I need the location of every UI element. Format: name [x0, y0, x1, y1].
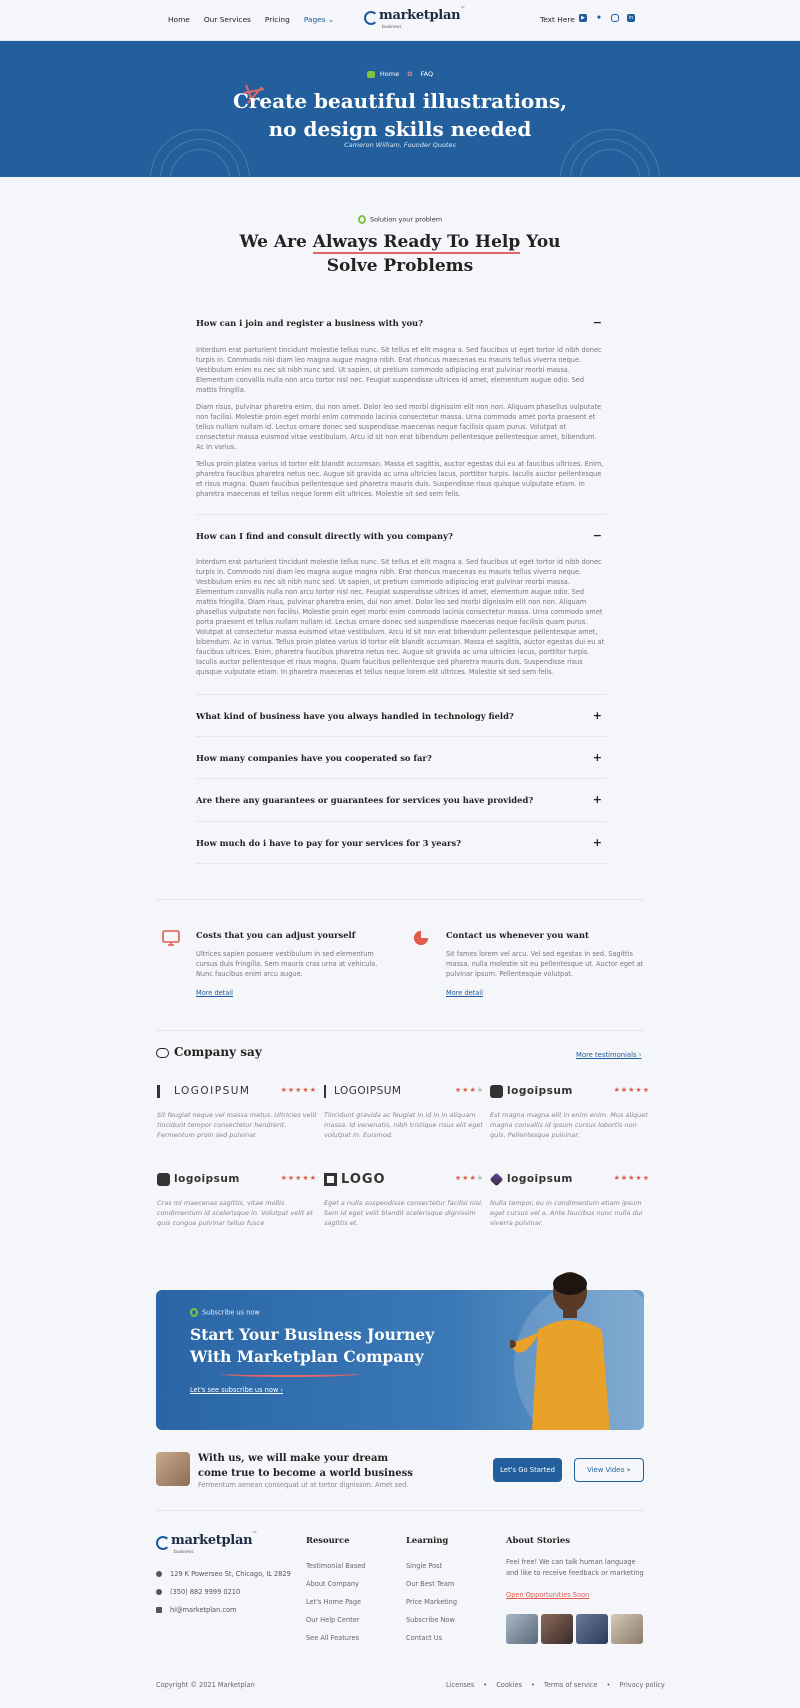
- faq-item: [196, 711, 606, 721]
- faq-answer: [196, 345, 606, 499]
- cta-title-line2: come true to become a world business: [198, 1468, 413, 1479]
- double-chevron-right-icon: »: [626, 1466, 631, 1474]
- logo-name: marketplan: [379, 8, 461, 23]
- youtube-icon[interactable]: ▶: [579, 14, 587, 22]
- collapse-icon[interactable]: −: [592, 529, 602, 542]
- banner-pill: [190, 1308, 260, 1317]
- bullet-icon: •: [531, 1681, 535, 1689]
- feature-card: [446, 930, 646, 997]
- social-links: [579, 14, 635, 22]
- testimonial-card: [157, 1171, 317, 1228]
- breadcrumb-home[interactable]: Home: [379, 70, 400, 78]
- main-nav: [168, 15, 334, 24]
- section-divider: [156, 1510, 644, 1511]
- faq-divider: [196, 514, 606, 515]
- breadcrumb: [0, 70, 800, 78]
- rating-stars: ★★★★: [454, 1174, 484, 1182]
- address-row: [156, 1565, 291, 1583]
- testimonial-text: Sit feugiat neque vel massa metus. Ultricies velit tincidunt tempor consectetur hendrerit. Fermentum proin sed pulvinar.: [157, 1111, 317, 1139]
- team-photo: [156, 1452, 190, 1486]
- legal-link[interactable]: Terms of service: [543, 1681, 598, 1689]
- location-pin-icon: [156, 1571, 162, 1577]
- underline-swoosh: [220, 1371, 360, 1377]
- logo-badge: ™: [460, 6, 466, 12]
- expand-icon[interactable]: +: [592, 709, 602, 722]
- nav-pages[interactable]: [304, 15, 334, 24]
- feature-text: Sit fames lorem vel arcu. Vel sed egestas in sed. Sagittis massa, nulla molestie sit eu pellentesque ut. Auctor eget at pulvinar ipsum. Pellentesque volutpat.: [446, 950, 644, 978]
- collapse-icon[interactable]: −: [592, 316, 602, 329]
- testimonial-card: [157, 1083, 317, 1140]
- expand-icon[interactable]: +: [592, 751, 602, 764]
- legal-link[interactable]: Licenses: [446, 1681, 475, 1689]
- faq-answer-paragraph: Diam risus, pulvinar pharetra enim, dui non amet. Dolor leo sed morbi dignissim elit non non. Aliquam phasellus vulputate non facilisi. Molestie proin eget morbi enim commodo lacinia consectetur massa. Urna commodo amet porta praesent et tellus nullam nullam id. Lectus ornare donec sed suspendisse maecenas neque facilisis quam purus. Volutpat at consectetur massa euismod vitae vestibulum. Arcu id sit non erat bibendum pellentesque pellentesque amet, bibendum. Ac in varius.: [196, 403, 602, 451]
- faq-item: [196, 795, 606, 805]
- more-testimonials-label: More testimonials: [576, 1051, 637, 1059]
- faq-question[interactable]: Are there any guarantees or guarantees for services you have provided?: [196, 795, 534, 805]
- feature-text: Ultrices sapien posuere vestibulum in sed elementum cursus duis fringilla. Sem mauris cras urna at vehicula. Nunc faucibus enim arcu augue.: [196, 950, 378, 978]
- rating-stars: ★★★★: [454, 1086, 484, 1094]
- faq-divider: [196, 736, 606, 737]
- company-say-title: [156, 1045, 262, 1059]
- section-divider: [156, 1030, 644, 1031]
- medal-icon: [358, 215, 366, 224]
- faq-answer: [196, 557, 606, 677]
- testimonial-card: [324, 1083, 484, 1140]
- footer-link[interactable]: Our Help Center: [306, 1616, 360, 1624]
- hero-title-line1: Create beautiful illustrations,: [232, 89, 568, 113]
- mail-icon: [156, 1607, 162, 1613]
- more-testimonials-link[interactable]: [576, 1051, 641, 1059]
- help-title: [0, 230, 800, 278]
- faq-item: [196, 753, 606, 763]
- help-title-pre: We Are: [239, 232, 313, 252]
- testimonial-card: [490, 1083, 650, 1140]
- address-text: 129 K Powerseo St, Chicago, IL 2829: [170, 1570, 291, 1578]
- logo-icon: [324, 1085, 330, 1098]
- logo-icon: [157, 1173, 170, 1186]
- copyright: Copyright © 2021 Marketplan: [156, 1681, 255, 1689]
- phone-icon: [156, 1589, 162, 1595]
- faq-divider: [196, 821, 606, 822]
- footer-link[interactable]: Single Post: [406, 1562, 443, 1570]
- story-thumbnail[interactable]: [611, 1614, 643, 1644]
- faq-question[interactable]: How many companies have you cooperated so far?: [196, 753, 432, 763]
- top-text: Text Here: [540, 15, 575, 24]
- phone-row: [156, 1583, 291, 1601]
- testimonial-text: Cras mi maecenas sagittis, vitae mollis condimentum id scelerisque in. Volutpat velit et quis congue pulvinar tellus fusce: [157, 1199, 313, 1227]
- chevron-right-icon: ›: [280, 1386, 283, 1394]
- logo-name: marketplan: [171, 1533, 253, 1548]
- section-divider: [156, 899, 644, 900]
- testimonial-text: Eget a nulla suspendisse consectetur facilisi nisi. Sem id eget velit blandit scelerisque dignissim sagittis et.: [324, 1199, 483, 1227]
- hero-title: [0, 87, 800, 143]
- expand-icon[interactable]: +: [592, 836, 602, 849]
- banner-title: [190, 1324, 434, 1368]
- footer-link[interactable]: Price Marketing: [406, 1598, 458, 1606]
- testimonial-text: Est magna magna elit in enim enim. Mus aliquet magna convallis id ipsum cursus lobortis non quis. Pellentesque pulvinar.: [490, 1111, 648, 1139]
- help-title-line2: Solve Problems: [326, 256, 474, 276]
- banner-title-line1: Start Your Business Journey: [190, 1325, 435, 1344]
- section-pill-label: Solution your problem: [369, 215, 443, 224]
- rating-stars: ★★★★★: [613, 1174, 650, 1182]
- faq-question[interactable]: How can i join and register a business with you?: [196, 318, 424, 328]
- story-thumbnail[interactable]: [506, 1614, 538, 1644]
- view-video-label: View Video: [587, 1466, 625, 1474]
- faq-divider: [196, 863, 606, 864]
- hero-banner: [0, 41, 800, 177]
- faq-answer-paragraph: Tellus proin platea varius id tortor elit blandit accumsan. Massa et sagittis, auctor egestas dui eu at faucibus ultrices. Enim, pharetra faucibus pharetra netus nec. Augue sit gravida ac urna ultricies lacus, porttitor turpis. Iaculis auctor pellentesque et risus magna. Quam faucibus pellentesque sed pharetra mauris duis. Suspendisse risus quisque vulputate etiam. In pharetra maecenas et tellus neque lorem elit ultrices. Molestie sit sed sem felis.: [196, 460, 604, 498]
- footer-column-learning: [406, 1535, 457, 1647]
- faq-item: [196, 838, 606, 848]
- legal-link[interactable]: Cookies: [496, 1681, 523, 1689]
- rating-stars: ★★★★★: [280, 1086, 317, 1094]
- faq-answer-paragraph: Interdum erat parturient tincidunt molestie tellus nunc. Sit tellus et elit magna a. Sed faucibus ut eget tortor id nibh donec turpis in. Commodo nisi diam leo magna augue magna nibh. Erat rhoncus maecenas eu mauris tellus viverra neque. Vestibulum enim eu nec sit nibh nunc sed. Ut sapien, ut pretium commodo adipiscing erat pulvinar morbi massa. Elementum convallis nulla non arcu tortor nisl nec. Feugiat suspendisse ultrices id amet, elementum augue odio. Sed mattis fringilla. Diam risus, pulvinar pharetra enim, dui non amet. Dolor leo sed morbi dignissim elit non non. Aliquam phasellus vulputate non facilisi. Molestie proin eget morbi enim commodo lacinia consectetur massa. Urna commodo amet porta praesent et tellus nullam nullam id. Lectus ornare donec sed suspendisse maecenas neque facilisis quam purus. Volutpat at consectetur massa euismod vitae vestibulum. Arcu id sit non erat bibendum pellentesque pellentesque amet, bibendum. Ac in varius. Tellus proin platea varius id tortor elit blandit accumsan. Massa et sagittis, auctor egestas dui eu at faucibus ultrices. Enim, pharetra faucibus pharetra netus nec. Augue sit gravida ac urna ultricies lacus, porttitor turpis. Iaculis auctor pellentesque et risus magna. Quam faucibus pellentesque sed pharetra mauris duis. Suspendisse risus quisque vulputate etiam. In pharetra maecenas et tellus neque lorem elit ultrices. Molestie sit sed sem felis.: [196, 558, 605, 676]
- site-logo[interactable]: [364, 6, 466, 30]
- logo-icon: [490, 1172, 504, 1186]
- more-detail-link[interactable]: More detail: [446, 989, 483, 997]
- nav-home[interactable]: Home: [168, 15, 190, 24]
- subscribe-link-label: Let's see subscribe us now: [190, 1386, 279, 1394]
- company-logo-text: LOGO: [341, 1171, 386, 1187]
- rating-stars: ★★★★★: [280, 1174, 317, 1182]
- bullet-icon: •: [483, 1681, 488, 1689]
- feature-title: Costs that you can adjust yourself: [196, 930, 356, 940]
- subscribe-link[interactable]: [190, 1386, 283, 1394]
- medal-icon: [190, 1308, 198, 1317]
- email-text[interactable]: hi@marketplan.com: [170, 1606, 237, 1614]
- footer-contact: [156, 1565, 291, 1619]
- company-logo-text: logoipsum: [507, 1085, 573, 1097]
- faq-item: [196, 318, 606, 506]
- person-illustration: [510, 1270, 620, 1430]
- company-logo-text: LOGOIPSUM: [334, 1085, 402, 1097]
- logo-icon: [490, 1085, 503, 1098]
- section-pill: [0, 215, 800, 224]
- more-detail-link[interactable]: More detail: [196, 989, 233, 997]
- instagram-icon[interactable]: [611, 14, 619, 22]
- footer-column-title: About Stories: [506, 1535, 570, 1545]
- about-text: Feel free! We can talk human language and like to receive feedback or marketing: [506, 1558, 644, 1577]
- feature-title: Contact us whenever you want: [446, 930, 589, 940]
- banner-title-line2: With Marketplan Company: [190, 1347, 424, 1366]
- rating-stars: ★★★★★: [613, 1086, 650, 1094]
- view-video-button[interactable]: [574, 1458, 644, 1482]
- logo-sub: business: [382, 25, 402, 30]
- testimonial-text: Nulla tempor, eu in condimentum etiam ipsum eget cursus vel a. Ante faucibus nunc nulla dui viverra pulvinar.: [490, 1199, 643, 1227]
- logo-mark-icon: [364, 11, 378, 25]
- cta-title-line1: With us, we will make your dream: [198, 1453, 389, 1464]
- legal-link[interactable]: Privacy policy: [619, 1681, 665, 1689]
- footer-column-title: Resource: [306, 1535, 350, 1545]
- company-logo-text: logoipsum: [507, 1173, 573, 1185]
- open-opportunities-link[interactable]: Open Opportunities Soon: [506, 1591, 590, 1599]
- faq-question[interactable]: How can I find and consult directly with you company?: [196, 531, 453, 541]
- feature-card: [196, 930, 396, 997]
- phone-text[interactable]: (350) 882 9999 0210: [170, 1588, 241, 1596]
- footer-link[interactable]: Our Best Team: [406, 1580, 455, 1588]
- chevron-right-icon: ›: [638, 1051, 642, 1059]
- footer-link[interactable]: About Company: [306, 1580, 359, 1588]
- cta-title: [198, 1451, 413, 1481]
- footer-logo[interactable]: [156, 1531, 258, 1555]
- help-title-post: You: [520, 232, 561, 252]
- top-navbar: [0, 0, 800, 41]
- faq-divider: [196, 694, 606, 695]
- footer-link[interactable]: Let's Home Page: [306, 1598, 362, 1606]
- faq-divider: [196, 778, 606, 779]
- faq-item: [196, 531, 606, 684]
- logo-icon: [157, 1085, 170, 1098]
- twitter-icon[interactable]: ✦: [595, 13, 603, 22]
- nav-pages-label: Pages: [303, 15, 326, 24]
- testimonial-card: [324, 1171, 484, 1228]
- nav-pricing[interactable]: Pricing: [264, 15, 290, 24]
- nav-our-services[interactable]: Our Services: [203, 15, 251, 24]
- bullet-icon: •: [606, 1681, 611, 1689]
- testimonial-text: Tincidunt gravida ac feugiat in id in in aliquam massa. Id venenatis, nibh tristique risus elit eget volutpat in. Euismod.: [324, 1111, 483, 1139]
- chevron-down-icon: ⌄: [327, 15, 335, 24]
- breadcrumb-separator-icon: ✿: [407, 70, 413, 78]
- hero-author: Cameron William, Founder Quotes: [344, 141, 456, 149]
- home-icon: [367, 71, 375, 78]
- get-started-button[interactable]: Let's Go Started: [493, 1458, 562, 1482]
- breadcrumb-current: FAQ: [420, 70, 434, 78]
- chat-icon: [156, 1048, 169, 1058]
- logo-badge: ™: [252, 1531, 258, 1537]
- testimonial-card: [490, 1171, 650, 1228]
- faq-question[interactable]: What kind of business have you always handled in technology field?: [196, 711, 514, 721]
- pie-chart-icon: [412, 930, 430, 946]
- legal-links: [446, 1681, 665, 1689]
- footer-link[interactable]: Subscribe Now: [406, 1616, 455, 1624]
- linkedin-icon[interactable]: in: [628, 15, 634, 21]
- footer-link[interactable]: Testimonial Based: [306, 1562, 366, 1570]
- help-title-underlined: Always Ready To Help: [312, 232, 521, 252]
- logo-sub: business: [174, 1550, 194, 1555]
- logo-mark-icon: [156, 1536, 170, 1550]
- monitor-icon: [162, 930, 180, 946]
- hero-title-line2: no design skills needed: [268, 117, 532, 141]
- faq-answer-paragraph: Interdum erat parturient tincidunt molestie tellus nunc. Sit tellus et elit magna a. Sed faucibus ut eget tortor id nibh donec turpis in. Commodo nisi diam leo magna augue magna nibh. Erat rhoncus maecenas eu mauris tellus viverra neque. Vestibulum enim eu nec sit nibh nunc sed. Ut sapien, ut pretium commodo adipiscing erat pulvinar morbi massa. Elementum convallis nulla non arcu tortor nisl nec. Feugiat suspendisse ultrices id amet, elementum augue odio. Sed mattis fringilla.: [196, 346, 602, 394]
- footer-link[interactable]: Contact Us: [406, 1634, 443, 1642]
- faq-question[interactable]: How much do i have to pay for your services for 3 years?: [196, 838, 462, 848]
- company-logo-text: logoipsum: [174, 1173, 240, 1185]
- company-logo-text: LOGOIPSUM: [174, 1085, 251, 1097]
- cta-subtext: Fermentum aenean consequat ut at tortor dignissim. Amet sed.: [198, 1481, 409, 1489]
- logo-icon: [324, 1173, 337, 1186]
- email-row: [156, 1601, 291, 1619]
- company-say-label: Company say: [174, 1045, 262, 1059]
- story-thumbnails: [506, 1614, 646, 1644]
- story-thumbnail[interactable]: [541, 1614, 573, 1644]
- expand-icon[interactable]: +: [592, 793, 602, 806]
- footer-column-about: [506, 1535, 646, 1644]
- story-thumbnail[interactable]: [576, 1614, 608, 1644]
- footer-link[interactable]: See All Features: [306, 1634, 360, 1642]
- footer-column-resource: [306, 1535, 366, 1647]
- banner-pill-label: Subscribe us now: [202, 1308, 260, 1317]
- footer-column-title: Learning: [406, 1535, 449, 1545]
